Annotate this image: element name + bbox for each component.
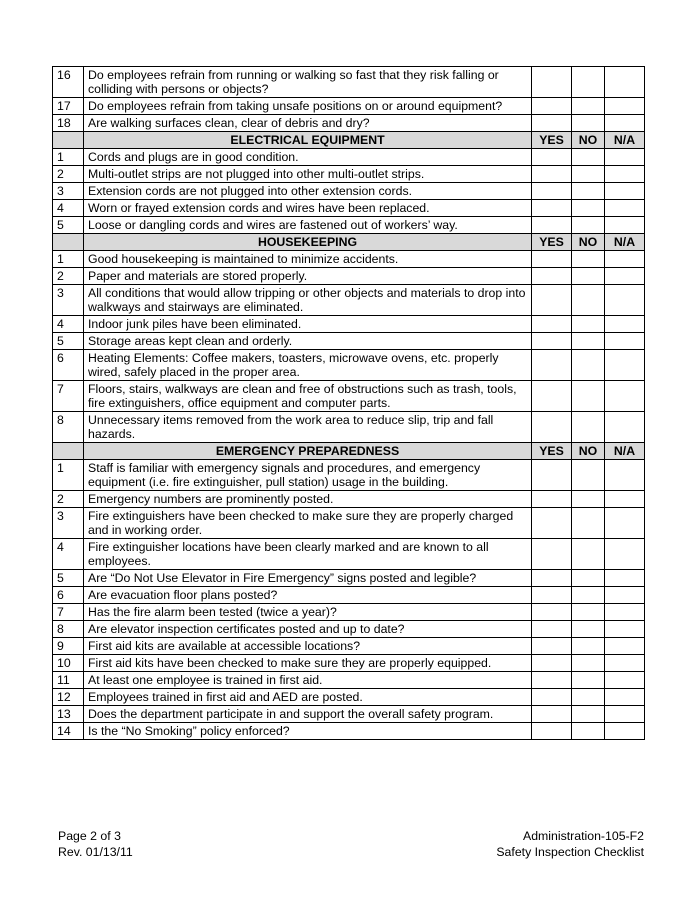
no-answer-cell[interactable] xyxy=(572,115,605,132)
na-answer-cell[interactable] xyxy=(605,217,645,234)
section-title: HOUSEKEEPING xyxy=(84,234,532,251)
footer-right xyxy=(496,829,644,861)
section-header-row xyxy=(53,443,645,460)
item-number: 6 xyxy=(53,350,84,381)
yes-column-header: YES xyxy=(532,443,572,460)
na-answer-cell[interactable] xyxy=(605,621,645,638)
section-title: ELECTRICAL EQUIPMENT xyxy=(84,132,532,149)
item-question: At least one employee is trained in first aid. xyxy=(84,672,532,689)
item-number: 6 xyxy=(53,587,84,604)
na-answer-cell[interactable] xyxy=(605,166,645,183)
na-answer-cell[interactable] xyxy=(605,381,645,412)
page-number: Page 2 of 3 xyxy=(58,829,121,843)
na-answer-cell[interactable] xyxy=(605,539,645,570)
item-number: 1 xyxy=(53,460,84,491)
no-answer-cell[interactable] xyxy=(572,183,605,200)
no-answer-cell[interactable] xyxy=(572,217,605,234)
na-answer-cell[interactable] xyxy=(605,570,645,587)
item-question: Do employees refrain from running or walking so fast that they risk falling or colliding with persons or objects? xyxy=(84,67,532,98)
yes-answer-cell[interactable] xyxy=(532,570,572,587)
item-question: Floors, stairs, walkways are clean and free of obstructions such as trash, tools, fire extinguishers, office equipment and computer parts. xyxy=(84,381,532,412)
checklist-row xyxy=(53,587,645,604)
item-number: 18 xyxy=(53,115,84,132)
no-answer-cell[interactable] xyxy=(572,149,605,166)
na-answer-cell[interactable] xyxy=(605,285,645,316)
checklist-row xyxy=(53,655,645,672)
yes-answer-cell[interactable] xyxy=(532,621,572,638)
no-answer-cell[interactable] xyxy=(572,67,605,98)
no-answer-cell[interactable] xyxy=(572,381,605,412)
checklist-row xyxy=(53,672,645,689)
na-answer-cell[interactable] xyxy=(605,200,645,217)
no-answer-cell[interactable] xyxy=(572,350,605,381)
checklist-row xyxy=(53,604,645,621)
item-question: Are evacuation floor plans posted? xyxy=(84,587,532,604)
no-answer-cell[interactable] xyxy=(572,251,605,268)
na-answer-cell[interactable] xyxy=(605,149,645,166)
section-header-row xyxy=(53,132,645,149)
footer-left xyxy=(58,829,133,861)
item-number: 3 xyxy=(53,285,84,316)
item-question: Storage areas kept clean and orderly. xyxy=(84,333,532,350)
item-question: Multi-outlet strips are not plugged into other multi-outlet strips. xyxy=(84,166,532,183)
checklist-row xyxy=(53,621,645,638)
yes-answer-cell[interactable] xyxy=(532,539,572,570)
section-title: EMERGENCY PREPAREDNESS xyxy=(84,443,532,460)
na-column-header: N/A xyxy=(605,234,645,251)
item-number: 4 xyxy=(53,316,84,333)
item-question: Are elevator inspection certificates posted and up to date? xyxy=(84,621,532,638)
checklist-row xyxy=(53,539,645,570)
yes-answer-cell[interactable] xyxy=(532,268,572,285)
yes-answer-cell[interactable] xyxy=(532,149,572,166)
checklist-row xyxy=(53,706,645,723)
na-answer-cell[interactable] xyxy=(605,587,645,604)
item-number: 10 xyxy=(53,655,84,672)
no-answer-cell[interactable] xyxy=(572,508,605,539)
no-answer-cell[interactable] xyxy=(572,460,605,491)
checklist-row xyxy=(53,166,645,183)
yes-answer-cell[interactable] xyxy=(532,604,572,621)
no-answer-cell[interactable] xyxy=(572,166,605,183)
checklist-row xyxy=(53,268,645,285)
no-column-header: NO xyxy=(572,132,605,149)
checklist-row xyxy=(53,98,645,115)
item-number: 7 xyxy=(53,381,84,412)
item-question: Good housekeeping is maintained to minimize accidents. xyxy=(84,251,532,268)
item-number: 2 xyxy=(53,268,84,285)
checklist-row xyxy=(53,183,645,200)
yes-column-header: YES xyxy=(532,234,572,251)
na-answer-cell[interactable] xyxy=(605,689,645,706)
item-question: Do employees refrain from taking unsafe positions on or around equipment? xyxy=(84,98,532,115)
no-answer-cell[interactable] xyxy=(572,333,605,350)
no-answer-cell[interactable] xyxy=(572,655,605,672)
item-number: 5 xyxy=(53,570,84,587)
item-question: Loose or dangling cords and wires are fastened out of workers’ way. xyxy=(84,217,532,234)
checklist-row xyxy=(53,508,645,539)
yes-answer-cell[interactable] xyxy=(532,285,572,316)
checklist-row xyxy=(53,689,645,706)
yes-column-header: YES xyxy=(532,132,572,149)
item-question: Heating Elements: Coffee makers, toasters, microwave ovens, etc. properly wired, safely placed in the proper area. xyxy=(84,350,532,381)
na-answer-cell[interactable] xyxy=(605,98,645,115)
item-question: Emergency numbers are prominently posted. xyxy=(84,491,532,508)
item-number: 5 xyxy=(53,217,84,234)
item-question: First aid kits have been checked to make sure they are properly equipped. xyxy=(84,655,532,672)
checklist-row xyxy=(53,200,645,217)
yes-answer-cell[interactable] xyxy=(532,183,572,200)
no-answer-cell[interactable] xyxy=(572,638,605,655)
item-question: First aid kits are available at accessible locations? xyxy=(84,638,532,655)
checklist-row xyxy=(53,251,645,268)
checklist-row xyxy=(53,723,645,740)
no-answer-cell[interactable] xyxy=(572,491,605,508)
no-answer-cell[interactable] xyxy=(572,723,605,740)
na-answer-cell[interactable] xyxy=(605,251,645,268)
no-answer-cell[interactable] xyxy=(572,587,605,604)
item-number: 2 xyxy=(53,491,84,508)
checklist-row xyxy=(53,217,645,234)
na-answer-cell[interactable] xyxy=(605,460,645,491)
item-number: 9 xyxy=(53,638,84,655)
no-answer-cell[interactable] xyxy=(572,539,605,570)
item-question: Has the fire alarm been tested (twice a year)? xyxy=(84,604,532,621)
no-answer-cell[interactable] xyxy=(572,98,605,115)
checklist-row xyxy=(53,638,645,655)
yes-answer-cell[interactable] xyxy=(532,98,572,115)
item-question: Is the “No Smoking” policy enforced? xyxy=(84,723,532,740)
yes-answer-cell[interactable] xyxy=(532,689,572,706)
no-column-header: NO xyxy=(572,443,605,460)
yes-answer-cell[interactable] xyxy=(532,316,572,333)
item-number: 12 xyxy=(53,689,84,706)
item-number: 3 xyxy=(53,183,84,200)
checklist-row xyxy=(53,491,645,508)
na-answer-cell[interactable] xyxy=(605,316,645,333)
yes-answer-cell[interactable] xyxy=(532,333,572,350)
yes-answer-cell[interactable] xyxy=(532,381,572,412)
item-number: 11 xyxy=(53,672,84,689)
revision-date: Rev. 01/13/11 xyxy=(58,845,133,859)
no-answer-cell[interactable] xyxy=(572,672,605,689)
item-question: Fire extinguishers have been checked to make sure they are properly charged and in working order. xyxy=(84,508,532,539)
yes-answer-cell[interactable] xyxy=(532,508,572,539)
na-column-header: N/A xyxy=(605,132,645,149)
item-question: Cords and plugs are in good condition. xyxy=(84,149,532,166)
na-answer-cell[interactable] xyxy=(605,508,645,539)
item-question: Extension cords are not plugged into other extension cords. xyxy=(84,183,532,200)
yes-answer-cell[interactable] xyxy=(532,460,572,491)
yes-answer-cell[interactable] xyxy=(532,67,572,98)
yes-answer-cell[interactable] xyxy=(532,638,572,655)
section-header-blank-cell xyxy=(53,132,84,149)
no-answer-cell[interactable] xyxy=(572,706,605,723)
item-number: 3 xyxy=(53,508,84,539)
na-answer-cell[interactable] xyxy=(605,333,645,350)
item-question: Worn or frayed extension cords and wires have been replaced. xyxy=(84,200,532,217)
yes-answer-cell[interactable] xyxy=(532,115,572,132)
item-question: Are walking surfaces clean, clear of debris and dry? xyxy=(84,115,532,132)
na-answer-cell[interactable] xyxy=(605,67,645,98)
item-number: 8 xyxy=(53,412,84,443)
no-answer-cell[interactable] xyxy=(572,268,605,285)
na-answer-cell[interactable] xyxy=(605,115,645,132)
item-question: Does the department participate in and support the overall safety program. xyxy=(84,706,532,723)
section-header-blank-cell xyxy=(53,443,84,460)
item-number: 17 xyxy=(53,98,84,115)
yes-answer-cell[interactable] xyxy=(532,672,572,689)
yes-answer-cell[interactable] xyxy=(532,706,572,723)
yes-answer-cell[interactable] xyxy=(532,587,572,604)
checklist-body xyxy=(53,67,645,740)
item-question: Unnecessary items removed from the work area to reduce slip, trip and fall hazards. xyxy=(84,412,532,443)
item-question: Indoor junk piles have been eliminated. xyxy=(84,316,532,333)
item-question: Employees trained in first aid and AED are posted. xyxy=(84,689,532,706)
no-answer-cell[interactable] xyxy=(572,621,605,638)
item-number: 1 xyxy=(53,149,84,166)
checklist-row xyxy=(53,285,645,316)
item-number: 7 xyxy=(53,604,84,621)
item-number: 8 xyxy=(53,621,84,638)
item-question: Staff is familiar with emergency signals and procedures, and emergency equipment (i.e. fire extinguisher, pull station) usage in the building. xyxy=(84,460,532,491)
item-number: 14 xyxy=(53,723,84,740)
na-answer-cell[interactable] xyxy=(605,183,645,200)
yes-answer-cell[interactable] xyxy=(532,412,572,443)
item-number: 4 xyxy=(53,200,84,217)
yes-answer-cell[interactable] xyxy=(532,491,572,508)
na-answer-cell[interactable] xyxy=(605,638,645,655)
no-answer-cell[interactable] xyxy=(572,316,605,333)
yes-answer-cell[interactable] xyxy=(532,350,572,381)
document-title: Safety Inspection Checklist xyxy=(496,845,644,859)
yes-answer-cell[interactable] xyxy=(532,655,572,672)
na-answer-cell[interactable] xyxy=(605,604,645,621)
no-column-header: NO xyxy=(572,234,605,251)
yes-answer-cell[interactable] xyxy=(532,251,572,268)
na-answer-cell[interactable] xyxy=(605,655,645,672)
no-answer-cell[interactable] xyxy=(572,604,605,621)
item-number: 16 xyxy=(53,67,84,98)
checklist-row xyxy=(53,381,645,412)
checklist-row xyxy=(53,115,645,132)
checklist-row xyxy=(53,333,645,350)
yes-answer-cell[interactable] xyxy=(532,166,572,183)
na-answer-cell[interactable] xyxy=(605,268,645,285)
no-answer-cell[interactable] xyxy=(572,570,605,587)
no-answer-cell[interactable] xyxy=(572,200,605,217)
checklist-row xyxy=(53,350,645,381)
checklist-row xyxy=(53,412,645,443)
checklist-row xyxy=(53,570,645,587)
item-question: Paper and materials are stored properly. xyxy=(84,268,532,285)
no-answer-cell[interactable] xyxy=(572,689,605,706)
yes-answer-cell[interactable] xyxy=(532,723,572,740)
checklist-row xyxy=(53,67,645,98)
item-number: 1 xyxy=(53,251,84,268)
item-question: Are “Do Not Use Elevator in Fire Emergency” signs posted and legible? xyxy=(84,570,532,587)
section-header-blank-cell xyxy=(53,234,84,251)
checklist-row xyxy=(53,316,645,333)
no-answer-cell[interactable] xyxy=(572,412,605,443)
item-number: 5 xyxy=(53,333,84,350)
item-number: 4 xyxy=(53,539,84,570)
na-answer-cell[interactable] xyxy=(605,723,645,740)
section-header-row xyxy=(53,234,645,251)
na-answer-cell[interactable] xyxy=(605,706,645,723)
item-question: All conditions that would allow tripping or other objects and materials to drop into walkways and stairways are eliminated. xyxy=(84,285,532,316)
yes-answer-cell[interactable] xyxy=(532,217,572,234)
safety-checklist-table xyxy=(52,66,645,740)
item-number: 13 xyxy=(53,706,84,723)
checklist-row xyxy=(53,460,645,491)
na-answer-cell[interactable] xyxy=(605,672,645,689)
yes-answer-cell[interactable] xyxy=(532,200,572,217)
no-answer-cell[interactable] xyxy=(572,285,605,316)
checklist-row xyxy=(53,149,645,166)
na-column-header: N/A xyxy=(605,443,645,460)
document-id: Administration-105-F2 xyxy=(523,829,644,843)
na-answer-cell[interactable] xyxy=(605,350,645,381)
item-question: Fire extinguisher locations have been clearly marked and are known to all employees. xyxy=(84,539,532,570)
item-number: 2 xyxy=(53,166,84,183)
na-answer-cell[interactable] xyxy=(605,491,645,508)
na-answer-cell[interactable] xyxy=(605,412,645,443)
